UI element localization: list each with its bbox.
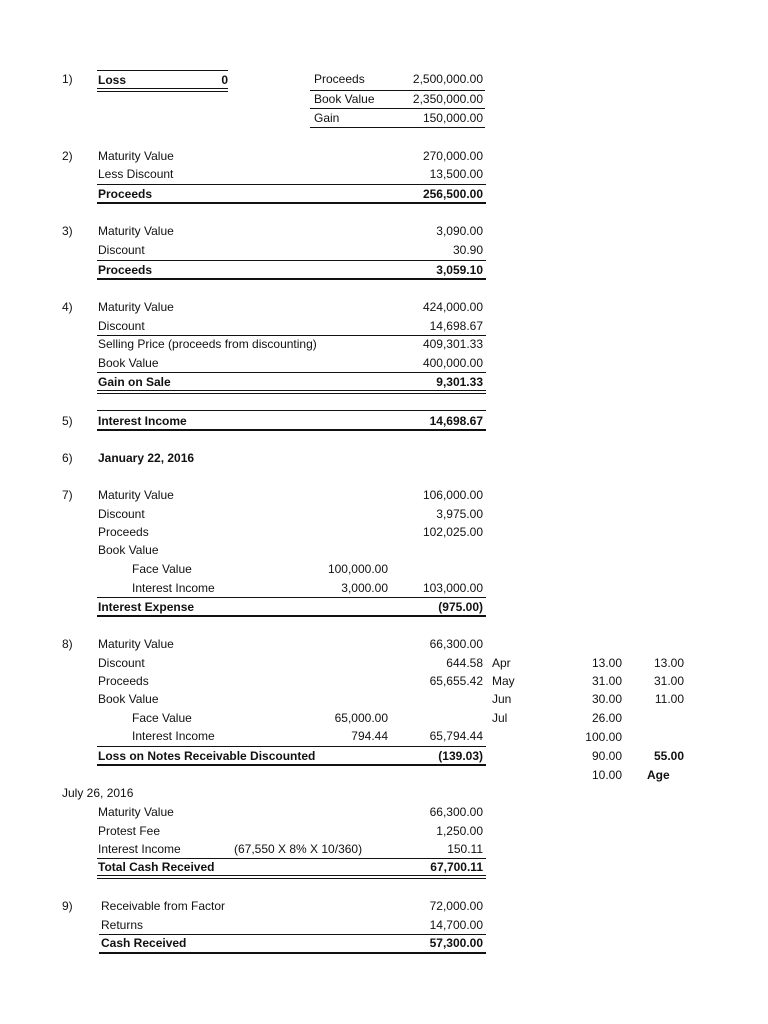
q8-book-total-value: 65,794.44 xyxy=(429,729,483,743)
q8-proceeds-value: 65,655.42 xyxy=(429,674,483,688)
q4-book-value-label: Book Value xyxy=(98,356,159,370)
q7-interest-expense-label: Interest Expense xyxy=(98,600,195,614)
q7-total-border xyxy=(97,615,486,617)
q1-gain-label: Gain xyxy=(314,111,340,125)
q4-selling-price-value: 409,301.33 xyxy=(422,337,483,351)
q1-book-value-value: 2,350,000.00 xyxy=(412,92,483,106)
q3-maturity-label: Maturity Value xyxy=(98,224,174,238)
item-number-2: 2) xyxy=(62,149,73,163)
q7-book-value-label: Book Value xyxy=(98,543,159,557)
q4-book-value-value: 400,000.00 xyxy=(422,356,483,370)
q8-maturity-label: Maturity Value xyxy=(98,637,174,651)
day-count-cell: 31.00 xyxy=(591,674,622,688)
q1-bottom-border xyxy=(310,127,485,128)
q4-selling-price-label: Selling Price (proceeds from discounting) xyxy=(98,337,317,351)
q8-loss-label: Loss on Notes Receivable Discounted xyxy=(98,749,316,763)
q8-total-border xyxy=(97,764,486,766)
q3-total-border xyxy=(97,278,486,280)
item-number-9: 9) xyxy=(62,899,73,913)
q3-maturity-value: 3,090.00 xyxy=(436,224,483,238)
month-label: May xyxy=(492,674,515,688)
q8b-maturity-label: Maturity Value xyxy=(98,805,174,819)
q7-interest-expense-value: (975.00) xyxy=(438,600,483,614)
q4-gain-value: 9,301.33 xyxy=(436,375,483,389)
q9-cash-received-label: Cash Received xyxy=(101,936,187,950)
q4-gain-label: Gain on Sale xyxy=(98,375,171,389)
q2-maturity-value: 270,000.00 xyxy=(422,149,483,163)
q2-proceeds-label: Proceeds xyxy=(98,187,153,201)
q5-total-border xyxy=(97,429,486,431)
item-number-7: 7) xyxy=(62,488,73,502)
q7-maturity-label: Maturity Value xyxy=(98,488,174,502)
q8-discount-label: Discount xyxy=(98,656,145,670)
q8-book-value-label: Book Value xyxy=(98,692,159,706)
q4-total-double-underline xyxy=(97,390,486,394)
q5-top-border xyxy=(97,410,486,411)
q9-cash-received-value: 57,300.00 xyxy=(429,936,483,950)
q7-interest-income-value: 3,000.00 xyxy=(341,581,388,595)
q3-discount-value: 30.90 xyxy=(452,243,483,257)
item-number-8: 8) xyxy=(62,637,73,651)
q9-receivable-label: Receivable from Factor xyxy=(101,899,226,913)
q5-interest-income-label: Interest Income xyxy=(98,414,187,428)
q4-discount-label: Discount xyxy=(98,319,145,333)
q9-returns-value: 14,700.00 xyxy=(429,918,483,932)
q8-discount-value: 644.58 xyxy=(446,656,483,670)
q1-proceeds-value: 2,500,000.00 xyxy=(412,72,483,86)
age-label: Age xyxy=(647,768,670,782)
q2-total-border xyxy=(97,202,486,204)
item-number-6: 6) xyxy=(62,451,73,465)
q2-discount-label: Less Discount xyxy=(98,167,174,181)
q4-maturity-label: Maturity Value xyxy=(98,300,174,314)
q8-proceeds-label: Proceeds xyxy=(98,674,149,688)
q8b-total-label: Total Cash Received xyxy=(98,860,215,874)
q7-divider xyxy=(97,597,486,598)
q8b-divider xyxy=(97,858,486,859)
month-label: Apr xyxy=(492,656,511,670)
q8-maturity-value: 66,300.00 xyxy=(429,637,483,651)
q3-discount-label: Discount xyxy=(98,243,145,257)
q1-book-value-label: Book Value xyxy=(314,92,375,106)
day-count-cell: 13.00 xyxy=(653,656,684,670)
q7-discount-label: Discount xyxy=(98,507,145,521)
q7-proceeds-label: Proceeds xyxy=(98,525,149,539)
q7-maturity-value: 106,000.00 xyxy=(422,488,483,502)
q8-interest-income-label: Interest Income xyxy=(132,729,215,743)
day-count-cell: 10.00 xyxy=(591,768,622,782)
q4-divider-1 xyxy=(97,335,486,336)
q8b-date: July 26, 2016 xyxy=(62,786,134,800)
q1-gain-value: 150,000.00 xyxy=(422,111,483,125)
q8-face-value-value: 65,000.00 xyxy=(334,711,388,725)
q8b-total-double-underline xyxy=(97,875,486,879)
q4-discount-value: 14,698.67 xyxy=(429,319,483,333)
q3-divider xyxy=(97,260,486,261)
q3-proceeds-label: Proceeds xyxy=(98,263,153,277)
q9-divider xyxy=(99,934,486,935)
q7-face-value-label: Face Value xyxy=(132,562,192,576)
q1-divider-1 xyxy=(310,90,485,91)
month-label: Jul xyxy=(492,711,508,725)
month-label: Jun xyxy=(492,692,512,706)
day-count-cell: 11.00 xyxy=(654,692,684,706)
item-number-5: 5) xyxy=(62,414,73,428)
q9-returns-label: Returns xyxy=(101,918,144,932)
item-number-4: 4) xyxy=(62,300,73,314)
q8b-total-value: 67,700.11 xyxy=(430,860,483,874)
day-count-total: 55.00 xyxy=(653,749,684,763)
loss-value: 0 xyxy=(221,73,228,87)
loss-label: Loss xyxy=(98,73,127,87)
day-count-cell: 13.00 xyxy=(591,656,622,670)
q8b-protest-fee-value: 1,250.00 xyxy=(436,824,483,838)
q8b-maturity-value: 66,300.00 xyxy=(429,805,483,819)
q7-proceeds-value: 102,025.00 xyxy=(422,525,483,539)
q9-total-border xyxy=(99,952,486,954)
q3-proceeds-value: 3,059.10 xyxy=(436,263,483,277)
q4-divider-2 xyxy=(97,372,486,373)
day-count-cell: 30.00 xyxy=(591,692,622,706)
loss-double-underline xyxy=(97,88,228,92)
q8-interest-income-value: 794.44 xyxy=(351,729,388,743)
q7-face-value-value: 100,000.00 xyxy=(327,562,388,576)
day-count-cell: 100.00 xyxy=(585,730,622,744)
q7-discount-value: 3,975.00 xyxy=(436,507,483,521)
q2-proceeds-value: 256,500.00 xyxy=(422,187,483,201)
q8b-interest-formula: (67,550 X 8% X 10/360) xyxy=(234,842,363,856)
q1-divider-2 xyxy=(310,108,485,109)
q7-book-total-value: 103,000.00 xyxy=(422,581,483,595)
q8b-protest-fee-label: Protest Fee xyxy=(98,824,161,838)
day-count-cell: 31.00 xyxy=(653,674,684,688)
q8-loss-value: (139.03) xyxy=(438,749,483,763)
item-number-1: 1) xyxy=(62,72,73,86)
q1-proceeds-label: Proceeds xyxy=(314,72,365,86)
q2-discount-value: 13,500.00 xyxy=(429,167,483,181)
q5-interest-income-value: 14,698.67 xyxy=(429,414,483,428)
q8-divider xyxy=(97,746,486,747)
q9-receivable-value: 72,000.00 xyxy=(429,899,483,913)
q8-face-value-label: Face Value xyxy=(132,711,192,725)
item-number-3: 3) xyxy=(62,224,73,238)
day-count-cell: 90.00 xyxy=(591,749,622,763)
q8b-interest-income-label: Interest Income xyxy=(98,842,181,856)
q8b-interest-income-value: 150.11 xyxy=(447,842,483,856)
day-count-cell: 26.00 xyxy=(591,711,622,725)
q2-maturity-label: Maturity Value xyxy=(98,149,174,163)
loss-top-border xyxy=(97,70,228,71)
q7-interest-income-label: Interest Income xyxy=(132,581,215,595)
q4-maturity-value: 424,000.00 xyxy=(422,300,483,314)
q2-divider xyxy=(97,184,486,185)
q6-date: January 22, 2016 xyxy=(98,451,195,465)
